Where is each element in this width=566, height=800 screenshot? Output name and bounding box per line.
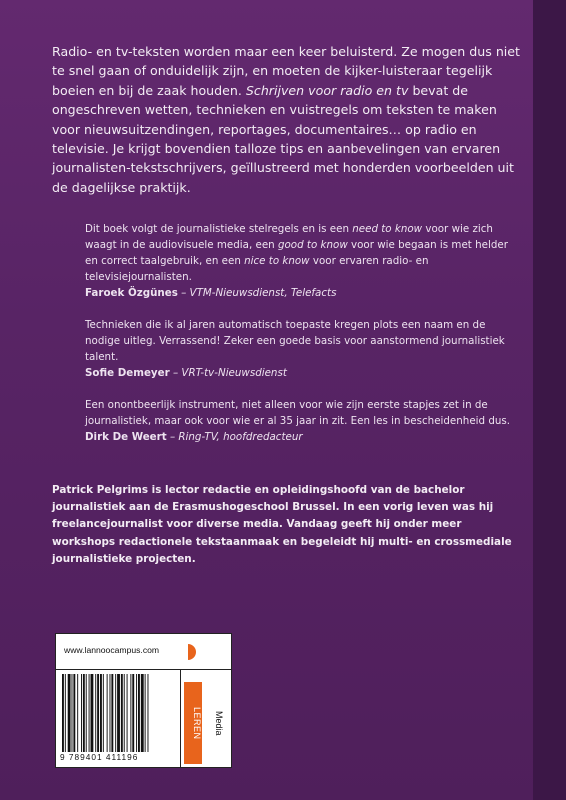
quote-text-part: voor ervaren radio- en televisiejournalisten.: [85, 255, 429, 283]
isbn-number: 9 789401 411196: [60, 752, 139, 762]
quote-text-part: Dit boek volgt de journalistieke stelregels en is een: [85, 223, 353, 235]
quote-author: Dirk De Weert: [85, 431, 167, 443]
quote-emphasis: need to know: [352, 223, 423, 235]
spine-strip: [533, 0, 566, 800]
quote-attribution: [85, 365, 515, 381]
leren-label: LEREN: [192, 706, 202, 740]
quote-attribution: [85, 285, 515, 301]
quote-1: [85, 221, 515, 301]
author-bio: Patrick Pelgrims is lector redactie en opleidingshoofd van de bachelor journalistiek aan de Erasmushogeschool Brussel. In een vorig leven was hij freelancejournalist voor diverse media. Vandaag geeft hij onder meer workshops redactionele tekstaanmaak en begeleidt hij multi- en crossmediale journalistieke projecten.: [52, 484, 512, 565]
book-blurb: [52, 42, 520, 197]
quote-author-role: – VTM-Nieuwsdienst, Telefacts: [177, 287, 337, 299]
quote-text: Een onontbeerlijk instrument, niet alleen voor wie zijn eerste stapjes zet in de journalistiek, maar ook voor wie er al 35 jaar in zit. Een les in bescheidenheid dus.: [85, 399, 511, 427]
media-label: Media: [214, 710, 224, 736]
quote-emphasis: nice to know: [244, 255, 310, 267]
quote-author: Faroek Özgünes: [85, 287, 178, 299]
quote-author-role: – Ring-TV, hoofdredacteur: [166, 431, 303, 443]
quote-author-role: – VRT-tv-Nieuwsdienst: [169, 367, 287, 379]
blurb-text-2: bevat de ongeschreven wetten, technieken en vuistregels om teksten te maken voor nieuwsuitzendingen, reportages, documentaires… op radio en televisie. Je krijgt bovendien talloze tips en aanbevelingen van ervaren journalisten-tekstschrijvers, geïllustreerd met honderden voorbeelden uit de dagelijkse praktijk.: [52, 82, 514, 195]
quote-text: [85, 221, 515, 285]
lannoo-logo-icon: [188, 644, 196, 660]
quote-3: [85, 397, 515, 445]
quote-text-part: voor wie begaan is met helder en correct taalgebruik, en een: [85, 239, 508, 267]
quote-attribution: [85, 429, 515, 445]
publisher-url[interactable]: www.lannoocampus.com: [64, 645, 160, 655]
quote-text-part: voor wie zich waagt in de audiovisuele media, een: [85, 223, 493, 251]
quote-text: Technieken die ik al jaren automatisch toepaste kregen plots een naam en de nodige uitleg. Verrassend! Zeker een goede basis voor aanstormend journalistiek talent.: [85, 319, 505, 363]
barcode-divider: [180, 670, 181, 767]
quote-author: Sofie Demeyer: [85, 367, 170, 379]
review-quotes: [85, 221, 515, 461]
quote-emphasis: good to know: [277, 239, 348, 251]
barcode-icon: [60, 674, 176, 752]
quote-2: [85, 317, 515, 381]
blurb-text-1: Radio- en tv-teksten worden maar een keer beluisterd. Ze mogen dus niet te snel gaan of onduidelijk zijn, en moeten de kijker-luisteraar tegelijk boeien en bij de zaak houden.: [52, 44, 520, 98]
publisher-url-row: [56, 634, 231, 670]
barcode-panel: [55, 633, 232, 768]
book-title: Schrijven voor radio en tv: [245, 82, 409, 98]
